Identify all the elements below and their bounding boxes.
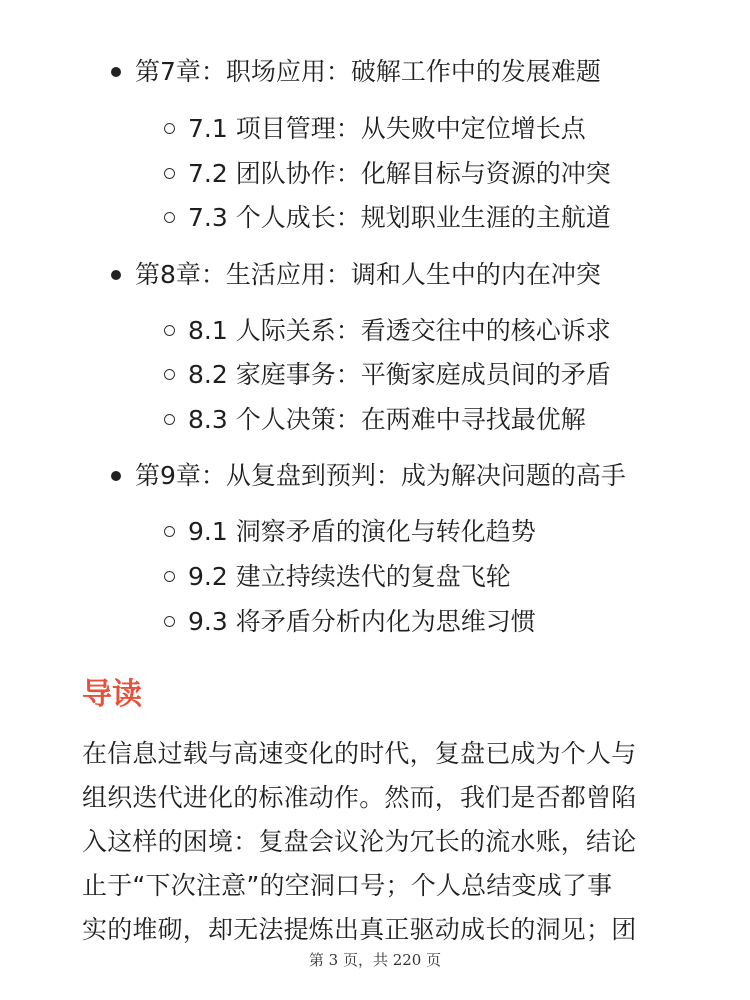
toc-section-8-3: 8.3 个人决策：在两难中寻找最优解 <box>188 403 586 437</box>
toc-section-8-2: 8.2 家庭事务：平衡家庭成员间的矛盾 <box>188 358 611 392</box>
toc-section-8-1: 8.1 人际关系：看透交往中的核心诉求 <box>188 314 611 348</box>
toc-chapter-8: 第8章：生活应用：调和人生中的内在冲突 <box>135 258 601 292</box>
intro-paragraph <box>82 732 682 952</box>
page-number-footer: 第 3 页，共 220 页 <box>308 951 442 969</box>
toc-chapter-9: 第9章：从复盘到预判：成为解决问题的高手 <box>135 459 626 493</box>
intro-line: 组织迭代进化的标准动作。然而，我们是否都曾陷 <box>82 783 637 812</box>
toc-chapter-7: 第7章：职场应用：破解工作中的发展难题 <box>135 55 601 89</box>
intro-line: 入这样的困境：复盘会议沦为冗长的流水账，结论 <box>82 827 637 856</box>
intro-line: 在信息过载与高速变化的时代，复盘已成为个人与 <box>82 739 637 768</box>
toc-section-7-1: 7.1 项目管理：从失败中定位增长点 <box>188 112 586 146</box>
toc-section-9-3: 9.3 将矛盾分析内化为思维习惯 <box>188 605 536 639</box>
toc-section-9-1: 9.1 洞察矛盾的演化与转化趋势 <box>188 515 536 549</box>
intro-line: 实的堆砌，却无法提炼出真正驱动成长的洞见；团 <box>82 915 637 944</box>
toc-section-9-2: 9.2 建立持续迭代的复盘飞轮 <box>188 560 511 594</box>
toc-section-7-2: 7.2 团队协作：化解目标与资源的冲突 <box>188 157 611 191</box>
toc-section-7-3: 7.3 个人成长：规划职业生涯的主航道 <box>188 201 611 235</box>
intro-line: 止于“下次注意”的空洞口号；个人总结变成了事 <box>82 871 613 900</box>
intro-heading: 导读 <box>82 677 142 712</box>
